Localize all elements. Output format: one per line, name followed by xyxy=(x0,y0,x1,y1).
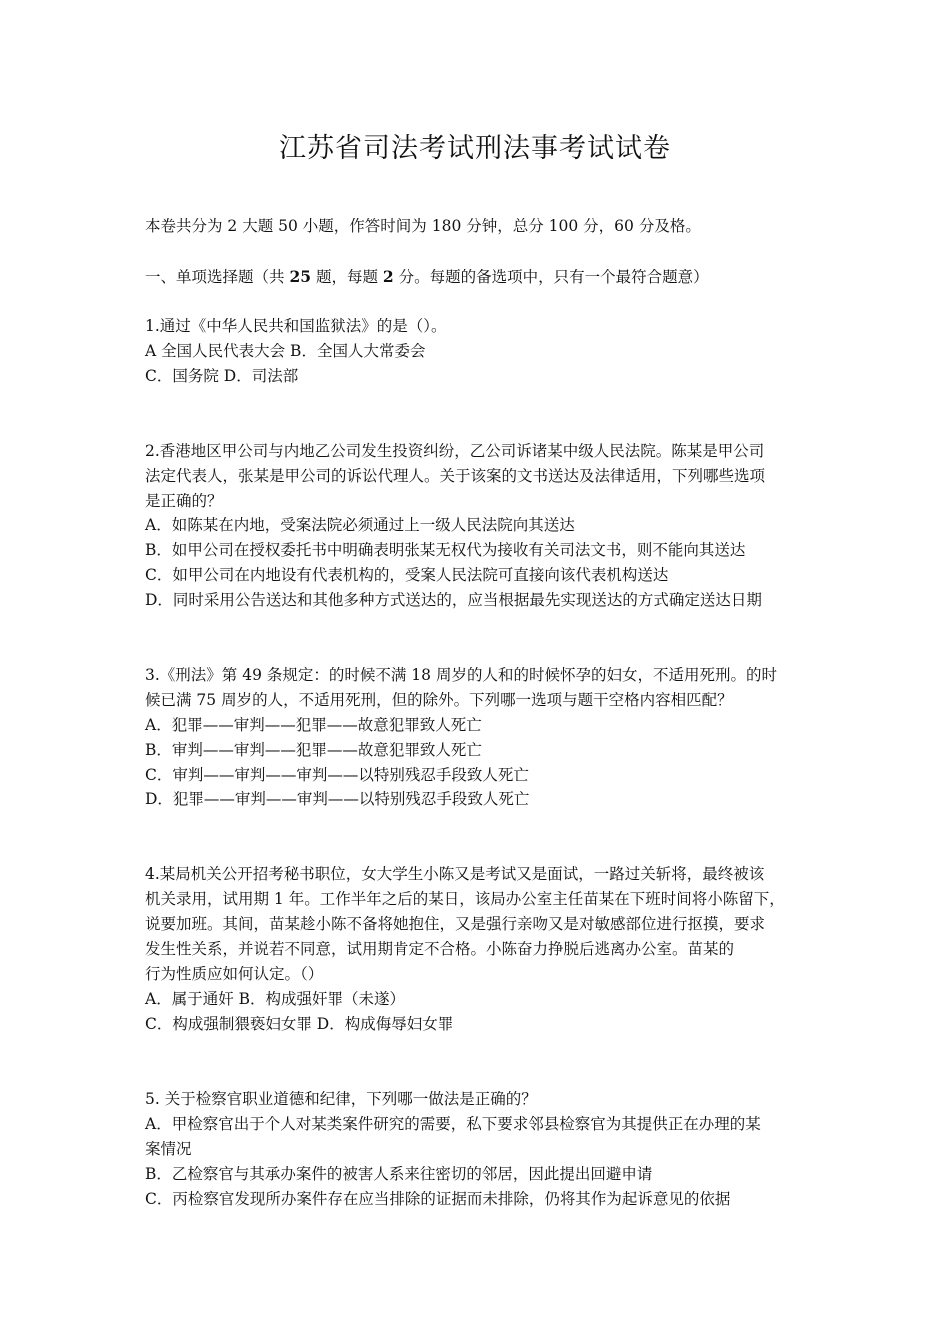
question-4-text-line: 4.某局机关公开招考秘书职位，女大学生小陈又是考试又是面试，一路过关斩将，最终被该 xyxy=(145,865,765,883)
question-2-text-line: 2.香港地区甲公司与内地乙公司发生投资纠纷，乙公司诉诸某中级人民法院。陈某是甲公司 xyxy=(145,442,765,460)
question-4-text-line: 行为性质应如何认定。（） xyxy=(145,965,324,983)
question-4-options-row: A．属于通奸 B．构成强奸罪（未遂） xyxy=(145,990,406,1008)
question-3-text-line: 候已满 75 周岁的人，不适用死刑，但的除外。下列哪一选项与题干空格内容相匹配？ xyxy=(145,691,733,709)
question-2-text-line: 法定代表人，张某是甲公司的诉讼代理人。关于该案的文书送达及法律适用，下列哪些选项 xyxy=(145,467,766,485)
section-question-count: 25 xyxy=(289,267,312,286)
question-1-options-row: A 全国人民代表大会 B．全国人大常委会 xyxy=(145,342,426,360)
question-5-option-c: C．丙检察官发现所办案件存在应当排除的证据而未排除，仍将其作为起诉意见的依据 xyxy=(145,1190,731,1208)
question-5-option-a: A．甲检察官出于个人对某类案件研究的需要，私下要求邻县检察官为其提供正在办理的某 xyxy=(145,1115,761,1133)
section-points: 2 xyxy=(382,267,394,286)
page-title: 江苏省司法考试刑法事考试试卷 xyxy=(279,133,671,164)
question-3-option-d: D．犯罪——审判——审判——以特别残忍手段致人死亡 xyxy=(145,790,530,808)
question-3-option-b: B．审判——审判——犯罪——故意犯罪致人死亡 xyxy=(145,741,482,759)
question-5-option-a-continued: 案情况 xyxy=(145,1140,192,1158)
question-1-options-row: C．国务院 D．司法部 xyxy=(145,367,299,385)
question-4-text-line: 说要加班。其间，苗某趁小陈不备将她抱住，又是强行亲吻又是对敏感部位进行抠摸，要求 xyxy=(145,915,766,933)
question-3-text-line: 3.《刑法》第 49 条规定：的时候不满 18 周岁的人和的时候怀孕的妇女，不适用死刑。的时 xyxy=(145,666,777,684)
question-5-text: 5. 关于检察官职业道德和纪律，下列哪一做法是正确的？ xyxy=(145,1090,537,1108)
question-4-text-line: 发生性关系，并说若不同意，试用期肯定不合格。小陈奋力挣脱后逃离办公室。苗某的 xyxy=(145,940,735,958)
section-heading-suffix: 分。每题的备选项中，只有一个最符合题意） xyxy=(393,268,709,286)
question-2-option-b: B．如甲公司在授权委托书中明确表明张某无权代为接收有关司法文书，则不能向其送达 xyxy=(145,541,746,559)
question-3-option-c: C．审判——审判——审判——以特别残忍手段致人死亡 xyxy=(145,766,529,784)
question-5-option-b: B．乙检察官与其承办案件的被害人系来往密切的邻居，因此提出回避申请 xyxy=(145,1165,653,1183)
section-heading-prefix: 一、单项选择题（共 xyxy=(145,268,290,286)
question-4-options-row: C．构成强制猥亵妇女罪 D．构成侮辱妇女罪 xyxy=(145,1015,454,1033)
question-3-option-a: A．犯罪——审判——犯罪——故意犯罪致人死亡 xyxy=(145,716,482,734)
question-2-option-d: D．同时采用公告送达和其他多种方式送达的，应当根据最先实现送达的方式确定送达日期 xyxy=(145,591,762,609)
question-2-text-line: 是正确的？ xyxy=(145,492,223,510)
question-2-option-a: A．如陈某在内地，受案法院必须通过上一级人民法院向其送达 xyxy=(145,516,575,534)
question-1-text: 1.通过《中华人民共和国监狱法》的是（）。 xyxy=(145,317,447,335)
exam-intro: 本卷共分为 2 大题 50 小题，作答时间为 180 分钟，总分 100 分，60 分及格。 xyxy=(145,217,701,235)
section-heading xyxy=(145,265,815,289)
section-heading-mid: 题，每题 xyxy=(311,268,383,286)
question-2-option-c: C．如甲公司在内地设有代表机构的，受案人民法院可直接向该代表机构送达 xyxy=(145,566,669,584)
question-4-text-line: 机关录用，试用期 1 年。工作半年之后的某日，该局办公室主任苗某在下班时间将小陈留下， xyxy=(145,890,785,908)
